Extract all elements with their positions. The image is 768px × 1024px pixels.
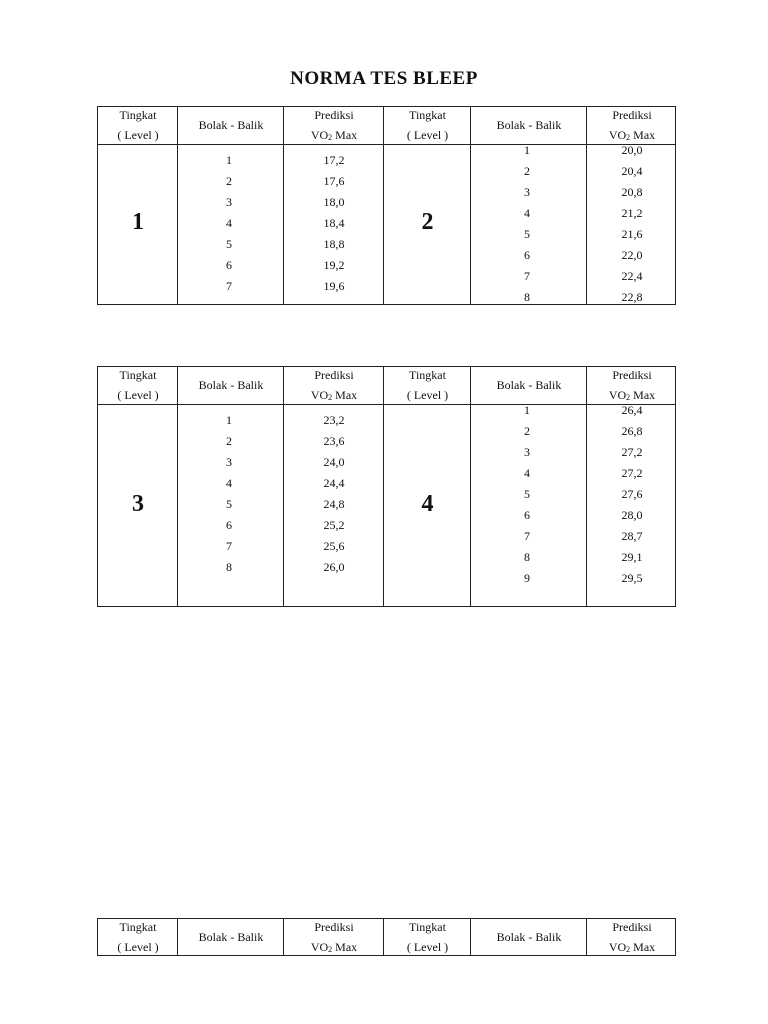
vo2-label: VO <box>310 388 329 402</box>
vo2max-value: 25,2 <box>323 518 345 532</box>
level-number: 4 <box>421 491 434 517</box>
bolak-balik-value: 5 <box>524 487 530 501</box>
level-number: 2 <box>421 209 434 235</box>
max-label: Max <box>630 940 656 954</box>
vo2max-value: 21,6 <box>621 227 643 241</box>
max-label: Max <box>630 128 656 142</box>
bolak-balik-value: 1 <box>524 143 530 157</box>
bolak-balik-value: 2 <box>226 434 232 448</box>
header-bolak-balik: Bolak - Balik <box>198 118 264 132</box>
vo2max-value: 22,8 <box>621 290 643 304</box>
bolak-balik-value: 7 <box>226 279 232 293</box>
level-number: 1 <box>132 209 144 235</box>
bolak-balik-value: 7 <box>226 539 232 553</box>
bolak-balik-value: 6 <box>226 258 232 272</box>
bolak-balik-value: 3 <box>524 445 530 459</box>
header-vo2-max <box>284 128 384 145</box>
bolak-balik-value: 2 <box>524 424 530 438</box>
bolak-balik-value: 1 <box>226 153 232 167</box>
header-bolak-balik: Bolak - Balik <box>496 118 562 132</box>
header-bolak-balik: Bolak - Balik <box>496 930 562 944</box>
header-prediksi: Prediksi <box>612 920 652 934</box>
norm-table-levels-1-2 <box>97 106 676 305</box>
max-label: Max <box>332 128 358 142</box>
bolak-balik-value: 6 <box>226 518 232 532</box>
header-level: ( Level ) <box>117 940 159 954</box>
vo2max-value: 22,4 <box>621 269 643 283</box>
header-tingkat: Tingkat <box>409 920 446 934</box>
bolak-balik-value: 1 <box>226 413 232 427</box>
bolak-balik-value: 3 <box>226 195 232 209</box>
vo2-subscript: 2 <box>626 393 631 402</box>
vo2-subscript: 2 <box>328 133 333 142</box>
level-number: 3 <box>132 491 144 517</box>
vo2-label: VO <box>608 388 627 402</box>
header-prediksi: Prediksi <box>612 108 652 122</box>
vo2max-value: 26,4 <box>621 403 643 417</box>
vo2-subscript: 2 <box>328 393 333 402</box>
vo2max-value: 19,2 <box>323 258 345 272</box>
norm-table-header-only <box>97 918 676 956</box>
bolak-balik-value: 5 <box>524 227 530 241</box>
vo2max-value: 23,2 <box>323 413 345 427</box>
vo2-label: VO <box>310 128 329 142</box>
max-label: Max <box>332 388 358 402</box>
document-title: NORMA TES BLEEP <box>290 68 478 89</box>
header-vo2-max <box>587 940 677 957</box>
bolak-balik-value: 2 <box>524 164 530 178</box>
header-bolak-balik: Bolak - Balik <box>198 378 264 392</box>
vo2-label: VO <box>310 940 329 954</box>
vo2-subscript: 2 <box>626 133 631 142</box>
header-bolak-balik: Bolak - Balik <box>198 930 264 944</box>
vo2-subscript: 2 <box>328 945 333 954</box>
vo2max-value: 20,4 <box>621 164 643 178</box>
vo2max-value: 28,0 <box>621 508 643 522</box>
header-level: ( Level ) <box>406 128 449 142</box>
bolak-balik-value: 4 <box>226 476 232 490</box>
column-divider <box>470 367 471 606</box>
header-tingkat: Tingkat <box>119 108 157 122</box>
header-prediksi: Prediksi <box>612 368 652 382</box>
bolak-balik-value: 8 <box>524 550 530 564</box>
vo2max-value: 17,2 <box>323 153 345 167</box>
vo2max-value: 19,6 <box>323 279 345 293</box>
header-tingkat: Tingkat <box>409 368 446 382</box>
bolak-balik-value: 4 <box>226 216 232 230</box>
header-tingkat: Tingkat <box>119 920 157 934</box>
vo2max-value: 20,0 <box>621 143 643 157</box>
header-tingkat: Tingkat <box>409 108 446 122</box>
vo2max-value: 26,8 <box>621 424 643 438</box>
bolak-balik-value: 7 <box>524 269 530 283</box>
header-tingkat: Tingkat <box>119 368 157 382</box>
vo2max-value: 23,6 <box>323 434 345 448</box>
vo2max-value: 18,4 <box>323 216 345 230</box>
vo2max-value: 27,2 <box>621 445 643 459</box>
bolak-balik-value: 3 <box>524 185 530 199</box>
header-vo2-max <box>284 388 384 405</box>
header-bolak-balik: Bolak - Balik <box>496 378 562 392</box>
vo2max-value: 21,2 <box>621 206 643 220</box>
max-label: Max <box>630 388 656 402</box>
bolak-balik-value: 6 <box>524 248 530 262</box>
vo2-label: VO <box>608 128 627 142</box>
vo2-label: VO <box>608 940 627 954</box>
vo2max-value: 27,6 <box>621 487 643 501</box>
bolak-balik-value: 8 <box>226 560 232 574</box>
max-label: Max <box>332 940 358 954</box>
vo2max-value: 18,0 <box>323 195 345 209</box>
vo2max-value: 29,1 <box>621 550 643 564</box>
bolak-balik-value: 2 <box>226 174 232 188</box>
bolak-balik-value: 3 <box>226 455 232 469</box>
bolak-balik-value: 5 <box>226 237 232 251</box>
header-prediksi: Prediksi <box>314 920 354 934</box>
header-vo2-max <box>284 940 384 957</box>
vo2max-value: 24,8 <box>323 497 345 511</box>
bolak-balik-value: 4 <box>524 466 530 480</box>
vo2max-value: 25,6 <box>323 539 345 553</box>
bolak-balik-value: 4 <box>524 206 530 220</box>
header-level: ( Level ) <box>406 940 449 954</box>
bolak-balik-value: 9 <box>524 571 530 585</box>
vo2max-value: 20,8 <box>621 185 643 199</box>
header-level: ( Level ) <box>117 388 159 402</box>
header-prediksi: Prediksi <box>314 368 354 382</box>
header-level: ( Level ) <box>117 128 159 142</box>
norm-table-levels-3-4 <box>97 366 676 607</box>
vo2max-value: 24,4 <box>323 476 345 490</box>
vo2max-value: 28,7 <box>621 529 643 543</box>
bolak-balik-value: 7 <box>524 529 530 543</box>
vo2max-value: 27,2 <box>621 466 643 480</box>
vo2max-value: 17,6 <box>323 174 345 188</box>
bolak-balik-value: 8 <box>524 290 530 304</box>
vo2max-value: 24,0 <box>323 455 345 469</box>
bolak-balik-value: 5 <box>226 497 232 511</box>
header-level: ( Level ) <box>406 388 449 402</box>
bolak-balik-value: 6 <box>524 508 530 522</box>
bolak-balik-value: 1 <box>524 403 530 417</box>
vo2max-value: 29,5 <box>621 571 643 585</box>
vo2max-value: 26,0 <box>323 560 345 574</box>
vo2-subscript: 2 <box>626 945 631 954</box>
vo2max-value: 18,8 <box>323 237 345 251</box>
header-prediksi: Prediksi <box>314 108 354 122</box>
column-divider <box>177 367 178 606</box>
vo2max-value: 22,0 <box>621 248 643 262</box>
